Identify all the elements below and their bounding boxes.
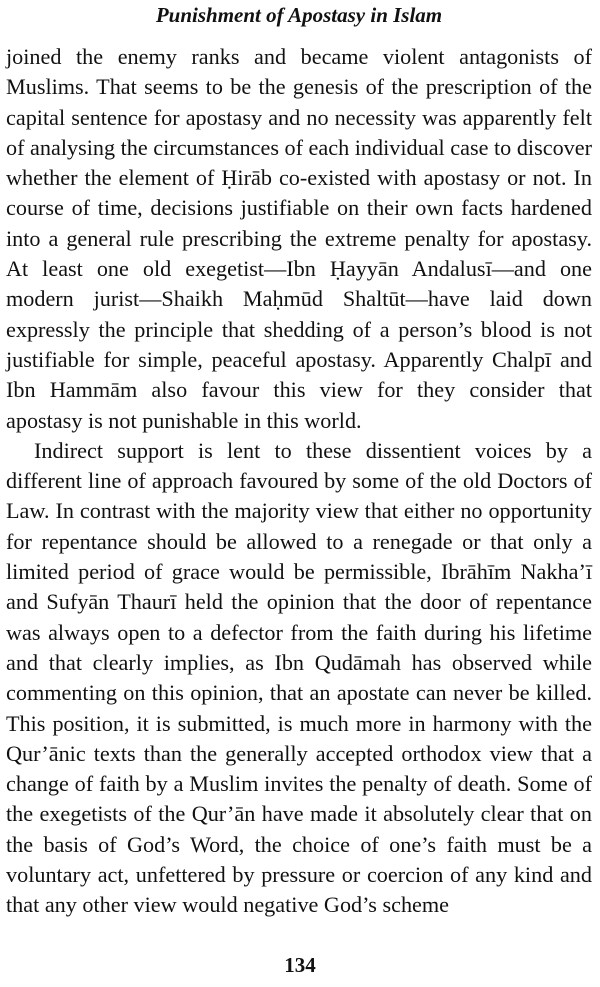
page-number: 134 [284,953,316,977]
paragraph-1: joined the enemy ranks and became violent antagonists of Muslims. That seems to be the genesis of the prescription of the capital sentence for apostasy and no necessity was apparently felt of analysing the circumstances of each individual case to discover whether the element of Ḥirāb co-existed with apostasy or not. In course of time, decisions justifiable on their own facts hardened into a general rule prescribing the extreme penalty for apostasy. At least one old exegetist—Ibn Ḥayyān Andalusī—and one modern jurist—Shaikh Maḥmūd Shaltūt—have laid down expressly the principle that shedding of a person’s blood is not justifiable for simple, peaceful apostasy. Apparently Chalpī and Ibn Hammām also favour this view for they consider that apostasy is not punishable in this world. [6,44,592,433]
paragraph-2: Indirect support is lent to these dissentient voices by a different line of approach favoured by some of the old Doctors of Law. In contrast with the majority view that either no opportunity for repentance should be allowed to a renegade or that only a limited period of grace would be permissible, Ibrāhīm Nakha’ī and Sufyān Thaurī held the opinion that the door of repentance was always open to a defector from the faith during his lifetime and that clearly implies, as Ibn Qudāmah has observed while commenting on this opinion, that an apostate can never be killed. This position, it is submitted, is much more in harmony with the Qur’ānic texts than the generally accepted orthodox view that a change of faith by a Muslim invites the penalty of death. Some of the exegetists of the Qur’ān have made it absolutely clear that on the basis of God’s Word, the choice of one’s faith must be a voluntary act, unfettered by pressure or coercion of any kind and that any other view would negative God’s scheme [6,437,592,918]
running-head: Punishment of Apostasy in Islam [155,3,443,27]
body-text [6,42,592,921]
